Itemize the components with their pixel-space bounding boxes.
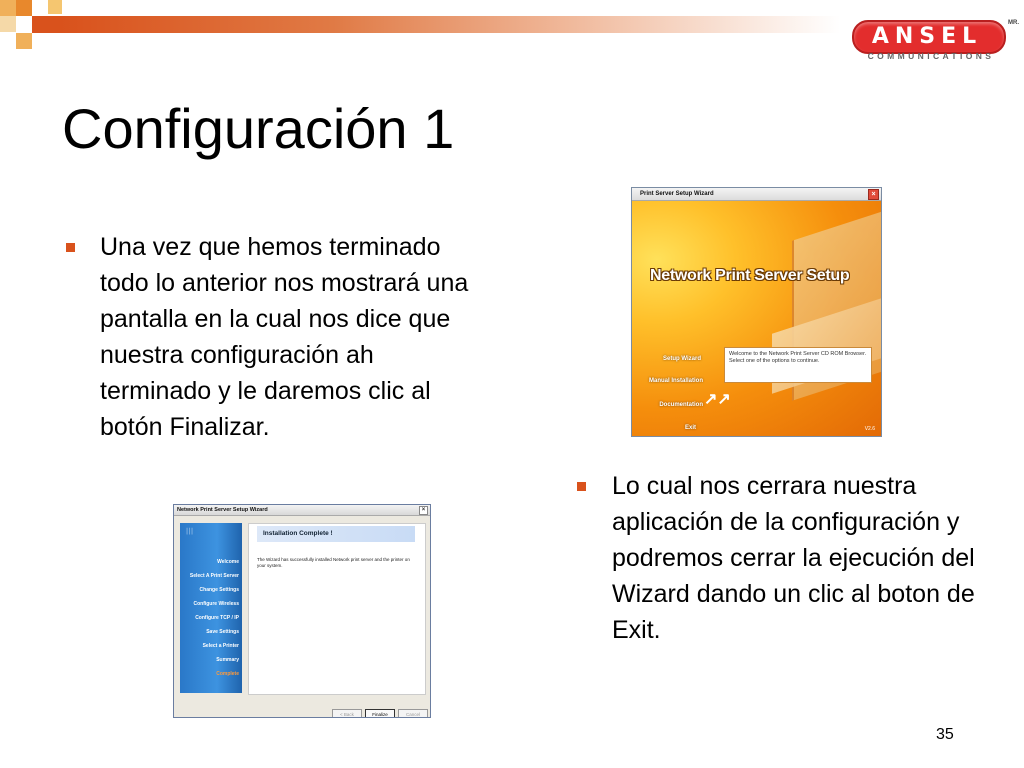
decor-square [48, 0, 62, 14]
logo-subtitle: COMMUNICATIONS [867, 51, 995, 61]
wizard-steps-sidebar [180, 523, 242, 693]
logo-mark: MR. [1008, 20, 1019, 26]
wizard-buttons [329, 703, 428, 718]
step-item: Welcome [217, 559, 239, 565]
menu-manual-installation: Manual Installation [648, 378, 703, 384]
step-item: Change Settings [199, 587, 239, 593]
setup-background [632, 201, 881, 436]
step-item: Select a Printer [202, 643, 239, 649]
finish-button: Finalize [365, 709, 395, 718]
install-complete-screenshot [173, 504, 431, 718]
decor-square [16, 33, 32, 49]
window-titlebar [632, 188, 881, 201]
step-item: Configure Wireless [193, 601, 239, 607]
install-complete-header: Installation Complete ! [257, 526, 415, 542]
bullet-square-icon [577, 482, 586, 491]
company-logo [852, 18, 1022, 64]
version-label: V2.6 [864, 426, 875, 432]
step-item: Save Settings [206, 629, 239, 635]
close-icon: × [868, 189, 879, 200]
back-button: < Back [332, 709, 362, 718]
welcome-box: Welcome to the Network Print Server CD ROM Browser. Select one of the options to continue. [724, 347, 872, 383]
wizard-content [248, 523, 426, 695]
decor-square [16, 0, 32, 16]
menu-exit: Exit [684, 425, 696, 431]
menu-documentation: Documentation [659, 402, 703, 408]
window-titlebar [174, 505, 430, 516]
menu-setup-wizard: Setup Wizard [663, 356, 701, 362]
decor-square [0, 16, 16, 32]
bullet-text: Una vez que hemos terminado todo lo anterior nos mostrará una pantalla en la cual nos dice que nuestra configuración ah terminado y le daremos clic al botón Finalizar. [100, 233, 469, 441]
page-number: 35 [936, 726, 954, 743]
decor-square [32, 16, 60, 33]
bullet-item [577, 468, 987, 648]
setup-heading: Network Print Server Setup [650, 267, 850, 284]
step-item: Select A Print Server [189, 573, 239, 579]
close-icon: × [419, 506, 428, 515]
step-item-active: Complete [216, 671, 239, 677]
logo-name: ANSEL [871, 24, 983, 49]
step-item: Configure TCP / IP [195, 615, 239, 621]
window-title: Network Print Server Setup Wizard [177, 507, 268, 513]
step-item: Summary [216, 657, 239, 663]
install-complete-message: The Wizard has successfully installed Network print server and the printer on your system. [257, 557, 410, 568]
sidebar-decoration: ≡ [182, 527, 198, 537]
cancel-button: Cancel [398, 709, 428, 718]
bullet-text: Lo cual nos cerrara nuestra aplicación de la configuración y podremos cerrar la ejecución del Wizard dando un clic al boton de Exit. [612, 472, 975, 644]
slide-title: Configuración 1 [62, 97, 455, 160]
header-gradient-bar [60, 16, 840, 33]
bullet-square-icon [66, 243, 75, 252]
bullet-item [66, 229, 486, 445]
window-title: Print Server Setup Wizard [640, 191, 714, 197]
setup-screenshot [631, 187, 882, 437]
arrows-icon: ↗↗ [704, 391, 731, 408]
decor-square [0, 0, 16, 16]
